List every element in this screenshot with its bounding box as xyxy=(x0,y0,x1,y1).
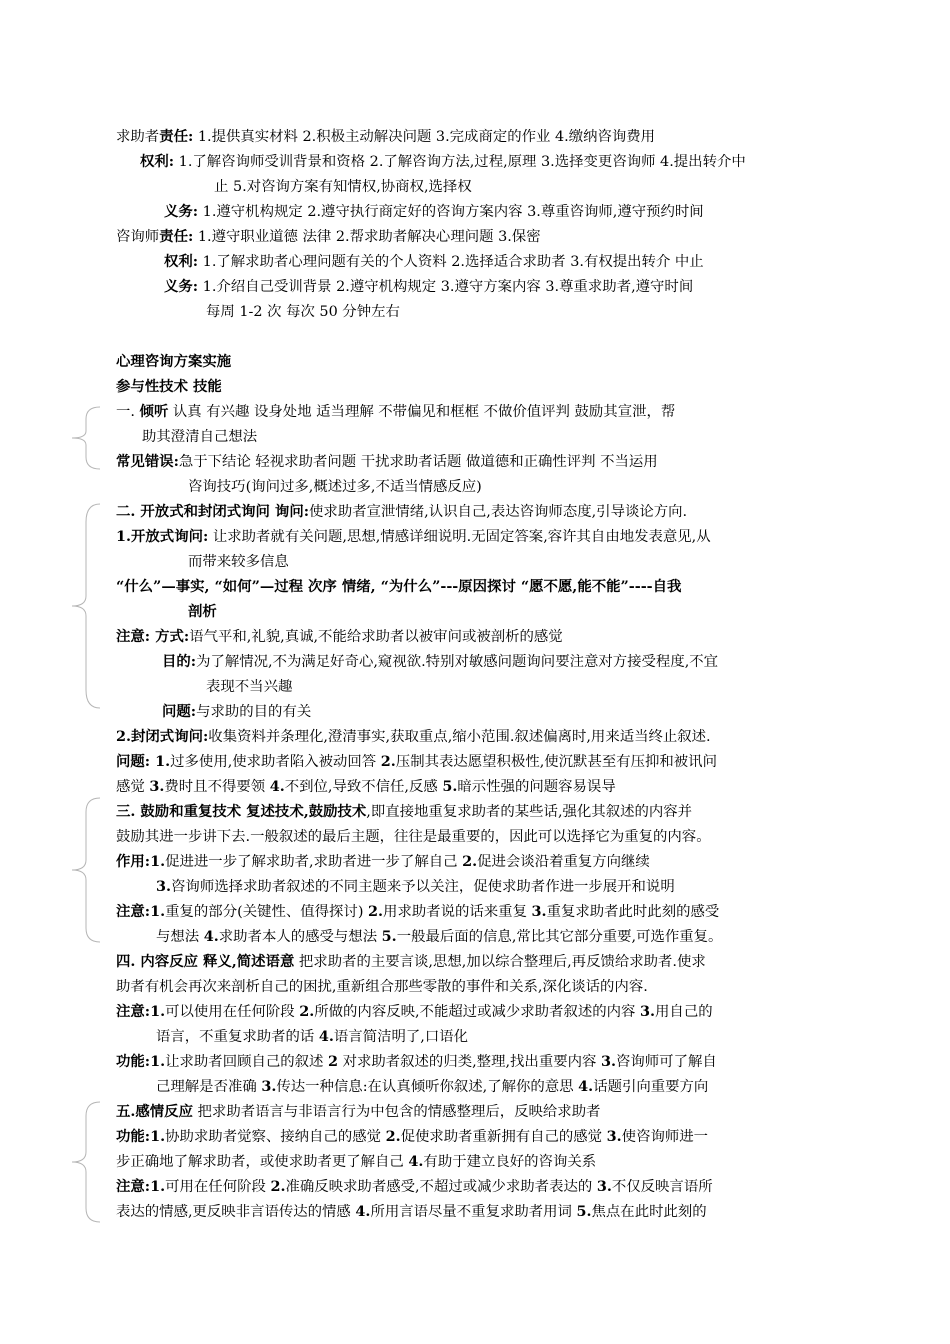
encouraging-func-line-2 xyxy=(156,878,675,896)
encouraging-note-label: 注意: xyxy=(116,903,151,920)
content-reflection-func-text-2: 对求助者叙述的归类,整理,找出重要内容 xyxy=(338,1054,601,1070)
seeker-resp-text: 1.提供真实材料 2.积极主动解决问题 3.完成商定的作业 4.缴纳咨询费用 xyxy=(193,129,656,145)
open-purpose-line-2: 表现不当兴趣 xyxy=(206,679,293,695)
listening-num: 一. xyxy=(116,404,140,420)
encouraging-note-num-4: 4. xyxy=(203,928,219,945)
seeker-rights-line-2: 止 5.对咨询方案有知情权,协商权,选择权 xyxy=(214,179,472,195)
encouraging-func-num-1: 1. xyxy=(150,853,166,870)
closed-problems-num-4: 4. xyxy=(269,778,285,795)
content-reflection-func-num-1: 1. xyxy=(150,1053,166,1070)
open-question-line-2: 而带来较多信息 xyxy=(188,554,289,570)
open-note-line xyxy=(116,628,563,646)
left-brace-2 xyxy=(66,502,106,710)
open-issue-text: 与求助的目的有关 xyxy=(196,704,312,720)
feeling-reflection-func-text-1: 协助求助者觉察、接纳自己的感觉 xyxy=(165,1129,386,1145)
content-reflection-func-text-3b: 己理解是否准确 xyxy=(156,1079,262,1095)
content-reflection-line-2: 助者有机会再次来剖析自己的困扰,重新组合那些零散的事件和关系,深化谈话的内容. xyxy=(116,979,648,995)
encouraging-heading-text: ,即直接地重复求助者的某些话,强化其叙述的内容并 xyxy=(366,804,693,820)
content-reflection-func-line-2 xyxy=(156,1078,708,1096)
encouraging-note-num-1: 1. xyxy=(150,903,166,920)
closed-question-label: 2.封闭式询问: xyxy=(116,728,209,745)
seeker-duty-text: 1.遵守机构规定 2.遵守执行商定好的咨询方案内容 3.尊重咨询师,遵守预约时间 xyxy=(198,204,704,220)
encouraging-func-num-3: 3. xyxy=(156,878,172,895)
listening-line-1 xyxy=(116,403,675,421)
feeling-reflection-func-line-2 xyxy=(116,1153,596,1171)
encouraging-note-num-3: 3. xyxy=(531,903,547,920)
content-reflection-func-num-5: 4. xyxy=(578,1078,594,1095)
closed-problems-text-4: 不到位,导致不信任,反感 xyxy=(284,779,443,795)
feeling-reflection-func-text-3: 使咨询师进一 xyxy=(621,1129,709,1145)
seeker-rights-line xyxy=(140,153,746,171)
feeling-reflection-heading-line xyxy=(116,1103,600,1121)
content-reflection-note-text-4: 语言简洁明了,口语化 xyxy=(333,1029,468,1045)
counselor-rights-label: 权利: xyxy=(164,253,199,270)
content-reflection-note-text-2: 所做的内容反映,不能超过或减少求助者叙述的内容 xyxy=(314,1004,640,1020)
closed-problems-num-5: 5. xyxy=(442,778,458,795)
questioning-heading-line xyxy=(116,503,687,521)
listening-errors-label: 常见错误: xyxy=(116,453,179,470)
encouraging-func-text-2: 促进会谈沿着重复方向继续 xyxy=(477,854,650,870)
closed-problems-label: 问题: xyxy=(116,753,156,770)
closed-problems-text-5: 暗示性强的问题容易误导 xyxy=(457,779,616,795)
encouraging-heading-line xyxy=(116,803,692,821)
content-reflection-heading-text: 把求助者的主要言谈,思想,加以综合整理后,再反馈给求助者.使求 xyxy=(294,954,706,970)
seeker-duty-line xyxy=(164,203,704,221)
feeling-reflection-note-text-3b: 表达的情感,更反映非言语传达的情感 xyxy=(116,1204,356,1220)
counselor-resp-line xyxy=(116,228,541,246)
encouraging-note-text-4: 求助者本人的感受与想法 xyxy=(218,929,382,945)
content-reflection-note-text-3: 用自己的 xyxy=(655,1004,713,1020)
listening-errors-line xyxy=(116,453,658,471)
seeker-label: 求助者 xyxy=(116,129,160,145)
counselor-duty-text: 1.介绍自己受训背景 2.遵守机构规定 3.遵守方案内容 3.尊重求助者,遵守时间 xyxy=(198,279,694,295)
feeling-reflection-note-text-4: 所用言语尽量不重复求助者用词 xyxy=(370,1204,577,1220)
content-reflection-note-label: 注意: xyxy=(116,1003,151,1020)
content-reflection-func-line xyxy=(116,1053,717,1071)
open-note-text: 语气平和,礼貌,真诚,不能给求助者以被审问或被剖析的感觉 xyxy=(189,629,563,645)
content-reflection-func-label: 功能: xyxy=(116,1053,151,1070)
questioning-heading-text: 使求助者宣泄情绪,认识自己,表达咨询师态度,引导谈论方向. xyxy=(309,504,688,520)
content-reflection-func-num-3: 3. xyxy=(600,1053,616,1070)
encouraging-note-text-5: 一般最后面的信息,常比其它部分重要,可选作重复。 xyxy=(396,929,723,945)
feeling-reflection-note-num-4: 4. xyxy=(355,1203,371,1220)
open-issue-label: 问题: xyxy=(162,703,197,720)
open-purpose-label: 目的: xyxy=(162,653,197,670)
feeling-reflection-func-text-4: 有助于建立良好的咨询关系 xyxy=(423,1154,597,1170)
open-question-label: 1.开放式询问: xyxy=(116,528,209,545)
seeker-rights-text-1: 1.了解咨询师受训背景和资格 2.了解咨询方法,过程,原理 3.选择变更咨询师 4.提出转介中 xyxy=(174,154,746,170)
feeling-reflection-note-label: 注意: xyxy=(116,1178,151,1195)
listening-line-2: 助其澄清自己想法 xyxy=(142,429,258,445)
encouraging-func-text-1: 促进进一步了解求助者,求助者进一步了解自己 xyxy=(165,854,463,870)
feeling-reflection-func-num-4: 4. xyxy=(408,1153,424,1170)
content-reflection-note-num-2: 2. xyxy=(299,1003,315,1020)
feeling-reflection-heading-text: 把求助者语言与非语言行为中包含的情感整理后，反映给求助者 xyxy=(192,1104,601,1120)
open-question-text: 让求助者就有关问题,思想,情感详细说明.无固定答案,容许其自由地发表意见,从 xyxy=(208,529,711,545)
content-reflection-func-text-3: 咨询师可了解自 xyxy=(616,1054,717,1070)
listening-errors-line-2: 咨询技巧(询问过多,概述过多,不适当情感反应) xyxy=(188,479,482,495)
counselor-resp-text: 1.遵守职业道德 法律 2.帮求助者解决心理问题 3.保密 xyxy=(193,229,541,245)
content-reflection-func-num-2: 2 xyxy=(328,1053,339,1070)
closed-problems-text-2: 压制其表达愿望积极性,使沉默甚至有压抑和被讯问 xyxy=(395,754,717,770)
encouraging-line-2: 鼓励其进一步讲下去.一般叙述的最后主题，往往是最重要的，因此可以选择它为重复的内容。 xyxy=(116,829,711,845)
open-issue-line xyxy=(162,703,311,721)
closed-problems-num-1: 1. xyxy=(155,753,171,770)
listening-errors-1: 急于下结论 轻视求助者问题 干扰求助者话题 做道德和正确性评判 不当运用 xyxy=(178,454,658,470)
open-purpose-line xyxy=(162,653,718,671)
content-reflection-heading-line xyxy=(116,953,706,971)
question-types-line: “什么”—事实, “如何”—过程 次序 情绪, “为什么”---原因探讨 “愿不愿,能不能”----自我 xyxy=(116,578,682,595)
feeling-reflection-note-line xyxy=(116,1178,713,1196)
feeling-reflection-func-num-3: 3. xyxy=(606,1128,622,1145)
content-reflection-note-line-2 xyxy=(156,1028,468,1046)
counselor-label: 咨询师 xyxy=(116,229,160,245)
listening-label: 倾听 xyxy=(139,403,169,420)
seeker-duty-label: 义务: xyxy=(164,203,199,220)
content-reflection-note-line xyxy=(116,1003,713,1021)
section-subheading: 参与性技术 技能 xyxy=(116,378,222,395)
left-brace-1 xyxy=(66,405,106,471)
encouraging-note-text-3b: 与想法 xyxy=(156,929,204,945)
feeling-reflection-note-text-2: 准确反映求助者感受,不超过或减少求助者表达的 xyxy=(285,1179,597,1195)
content-reflection-heading-label: 四. 内容反应 释义,简述语意 xyxy=(116,953,295,970)
encouraging-note-text-2: 用求助者说的话来重复 xyxy=(383,904,532,920)
encouraging-note-line-2 xyxy=(156,928,722,946)
feeling-reflection-func-label: 功能: xyxy=(116,1128,151,1145)
feeling-reflection-note-text-3: 不仅反映言语所 xyxy=(611,1179,713,1195)
content-reflection-func-text-1: 让求助者回顾自己的叙述 xyxy=(165,1054,328,1070)
open-question-line xyxy=(116,528,711,546)
closed-question-line xyxy=(116,728,711,746)
feeling-reflection-note-num-2: 2. xyxy=(270,1178,286,1195)
closed-problems-text-1: 过多使用,使求助者陷入被动回答 xyxy=(170,754,381,770)
counselor-duty-label: 义务: xyxy=(164,278,199,295)
encouraging-note-num-5: 5. xyxy=(381,928,397,945)
encouraging-func-line xyxy=(116,853,650,871)
encouraging-note-text-3: 重复求助者此时此刻的感受 xyxy=(546,904,720,920)
feeling-reflection-func-text-2: 促使求助者重新拥有自己的感觉 xyxy=(400,1129,607,1145)
left-brace-3 xyxy=(66,796,106,944)
feeling-reflection-note-text-5: 焦点在此时此刻的 xyxy=(591,1204,707,1220)
questioning-heading-label: 二. 开放式和封闭式询问 询问: xyxy=(116,503,310,520)
left-brace-4 xyxy=(66,1100,106,1224)
closed-problems-line xyxy=(116,753,717,771)
content-reflection-note-num-1: 1. xyxy=(150,1003,166,1020)
content-reflection-func-text-4: 传达一种信息:在认真倾听你叙述,了解你的意思 xyxy=(276,1079,579,1095)
encouraging-func-label: 作用: xyxy=(116,853,151,870)
feeling-reflection-func-num-2: 2. xyxy=(385,1128,401,1145)
feeling-reflection-note-line-2 xyxy=(116,1203,707,1221)
counselor-duty-line-2: 每周 1-2 次 每次 50 分钟左右 xyxy=(206,304,400,320)
feeling-reflection-note-num-1: 1. xyxy=(150,1178,166,1195)
closed-problems-line-2 xyxy=(116,778,616,796)
feeling-reflection-note-text-1: 可用在任何阶段 xyxy=(165,1179,271,1195)
encouraging-func-text-3: 咨询师选择求助者叙述的不同主题来予以关注，促使求助者作进一步展开和说明 xyxy=(171,879,675,895)
counselor-resp-label: 责任: xyxy=(159,228,194,245)
feeling-reflection-func-line xyxy=(116,1128,708,1146)
seeker-resp-line xyxy=(116,128,655,146)
closed-problems-num-3: 3. xyxy=(149,778,165,795)
feeling-reflection-heading-label: 五.感情反应 xyxy=(116,1103,193,1120)
feeling-reflection-note-num-5: 5. xyxy=(576,1203,592,1220)
encouraging-note-num-2: 2. xyxy=(368,903,384,920)
open-purpose-text: 为了解情况,不为满足好奇心,窥视欲.特别对敏感问题询问要注意对方接受程度,不宜 xyxy=(196,654,719,670)
content-reflection-func-text-5: 话题引向重要方向 xyxy=(593,1079,709,1095)
encouraging-note-text-1: 重复的部分(关键性、值得探讨) xyxy=(165,904,369,920)
open-note-label: 注意: 方式: xyxy=(116,628,190,645)
encouraging-note-line xyxy=(116,903,719,921)
question-types-line-2: 剖析 xyxy=(188,603,217,620)
content-reflection-note-text-1: 可以使用在任何阶段 xyxy=(165,1004,300,1020)
content-reflection-func-num-4: 3. xyxy=(261,1078,277,1095)
content-reflection-note-num-3: 3. xyxy=(640,1003,656,1020)
feeling-reflection-func-num-1: 1. xyxy=(150,1128,166,1145)
seeker-rights-label: 权利: xyxy=(140,153,175,170)
encouraging-heading-label: 三. 鼓励和重复技术 复述技术,鼓励技术 xyxy=(116,803,367,820)
content-reflection-note-text-3b: 语言，不重复求助者的话 xyxy=(156,1029,319,1045)
closed-problems-text-3: 费时且不得要领 xyxy=(164,779,270,795)
feeling-reflection-func-text-3b: 步正确地了解求助者，或使求助者更了解自己 xyxy=(116,1154,409,1170)
counselor-duty-line xyxy=(164,278,693,296)
encouraging-func-num-2: 2. xyxy=(462,853,478,870)
listening-text-1: 认真 有兴趣 设身处地 适当理解 不带偏见和框框 不做价值评判 鼓励其宣泄，帮 xyxy=(168,404,676,420)
closed-question-text: 收集资料并条理化,澄清事实,获取重点,缩小范围.叙述偏离时,用来适当终止叙述. xyxy=(208,729,711,745)
section-heading: 心理咨询方案实施 xyxy=(116,353,232,370)
counselor-rights-text: 1.了解求助者心理问题有关的个人资料 2.选择适合求助者 3.有权提出转介 中止 xyxy=(198,254,704,270)
content-reflection-note-num-4: 4. xyxy=(318,1028,334,1045)
feeling-reflection-note-num-3: 3. xyxy=(596,1178,612,1195)
closed-problems-num-2: 2. xyxy=(380,753,396,770)
seeker-resp-label: 责任: xyxy=(159,128,194,145)
closed-problems-text-2b: 感觉 xyxy=(116,779,150,795)
counselor-rights-line xyxy=(164,253,704,271)
